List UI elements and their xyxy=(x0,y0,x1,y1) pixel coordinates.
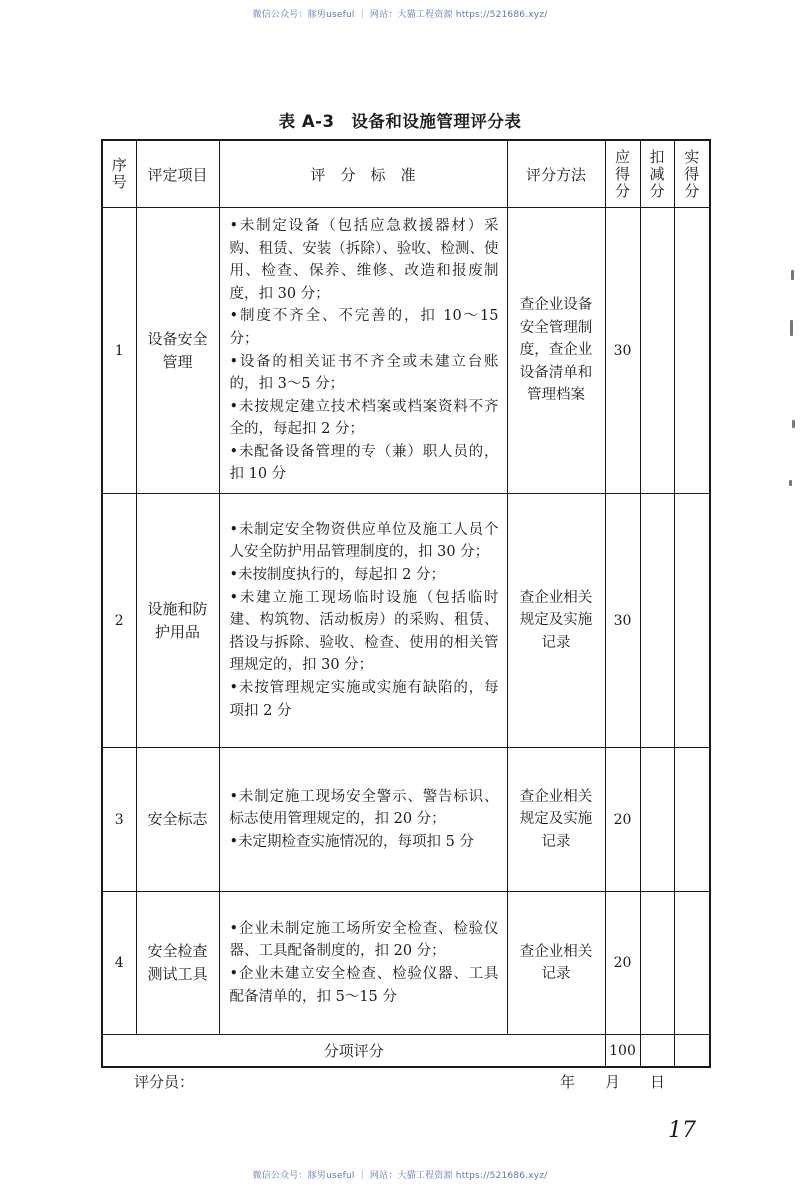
header-due-label: 应 得 分 xyxy=(614,147,630,200)
table-row xyxy=(102,748,710,892)
watermark-bottom: 微信公众号：豚男useful ｜ 网站：大猫工程资源 https://521686.xyz/ xyxy=(252,1171,548,1181)
criteria-line: •未按规定建立技术档案或档案资料不齐全的，每起扣 2 分； xyxy=(229,398,499,438)
row-deduct-score xyxy=(640,748,674,892)
row-due-score: 20 xyxy=(605,892,640,1035)
table-row xyxy=(102,494,710,748)
criteria-line: •企业未建立安全检查、检验仪器、工具配备清单的，扣 5～15 分 xyxy=(229,966,499,1005)
subtotal-row xyxy=(102,1035,710,1068)
row-criteria xyxy=(219,208,507,494)
criteria-line: •未定期检查实施情况的，每项扣 5 分 xyxy=(229,833,474,850)
criteria-line: •未制定安全物资供应单位及施工人员个人安全防护用品管理制度的，扣 30 分； xyxy=(229,521,499,561)
table-row xyxy=(102,208,710,494)
row-actual-score xyxy=(674,748,710,892)
header-method: 评分方法 xyxy=(507,140,605,208)
header-criteria: 评 分 标 准 xyxy=(219,140,507,208)
row-actual-score xyxy=(674,892,710,1035)
row-method: 查企业相关规定及实施记录 xyxy=(507,494,605,748)
header-item: 评定项目 xyxy=(136,140,219,208)
row-criteria xyxy=(219,748,507,892)
header-deduct-label: 扣 减 分 xyxy=(649,147,665,200)
row-index: 4 xyxy=(102,892,136,1035)
row-item: 安全检查测试工具 xyxy=(136,892,219,1035)
criteria-line: •未建立施工现场临时设施（包括临时建、构筑物、活动板房）的采购、租赁、搭设与拆除、验收、检查、使用的相关管理规定的，扣 30 分； xyxy=(229,589,499,674)
watermark-top: 微信公众号：豚男useful ｜ 网站：大猫工程资源 https://521686.xyz/ xyxy=(252,10,548,20)
header-due xyxy=(605,140,640,208)
header-row xyxy=(102,140,710,208)
criteria-line: •未配备设备管理的专（兼）职人员的，扣 10 分 xyxy=(229,443,499,483)
page-number: 17 xyxy=(668,1118,696,1143)
table-row xyxy=(102,892,710,1035)
row-due-score: 30 xyxy=(605,208,640,494)
row-actual-score xyxy=(674,208,710,494)
row-method: 查企业设备安全管理制度，查企业设备清单和管理档案 xyxy=(507,208,605,494)
row-item: 设施和防护用品 xyxy=(136,494,219,748)
subtotal-due-score: 100 xyxy=(605,1035,640,1068)
subtotal-deduct-score xyxy=(640,1035,674,1068)
header-index-label: 序 号 xyxy=(111,156,127,191)
row-actual-score xyxy=(674,494,710,748)
row-index: 2 xyxy=(102,494,136,748)
scan-edge-mark xyxy=(792,420,795,428)
criteria-line: •未按管理规定实施或实施有缺陷的，每项扣 2 分 xyxy=(229,679,499,719)
criteria-line: •企业未制定施工场所安全检查、检验仪器、工具配备制度的，扣 20 分； xyxy=(229,920,499,960)
scan-edge-mark xyxy=(791,270,794,280)
header-actual-label: 实 得 分 xyxy=(684,147,700,200)
scan-edge-mark xyxy=(790,320,793,336)
criteria-line: •制度不齐全、不完善的，扣 10～15 分； xyxy=(229,308,499,347)
subtotal-label: 分项评分 xyxy=(102,1035,605,1068)
subtotal-actual-score xyxy=(674,1035,710,1068)
row-due-score: 30 xyxy=(605,494,640,748)
row-criteria xyxy=(219,892,507,1035)
row-index: 1 xyxy=(102,208,136,494)
header-actual xyxy=(674,140,710,208)
row-due-score: 20 xyxy=(605,748,640,892)
row-deduct-score xyxy=(640,892,674,1035)
header-index xyxy=(102,140,136,208)
scorer-label: 评分员： xyxy=(134,1073,195,1091)
criteria-line: •未制定设备（包括应急救援器材）采购、租赁、安装（拆除）、验收、检测、使用、检查、保养、维修、改造和报废制度，扣 30 分； xyxy=(229,217,499,302)
criteria-line: •未按制度执行的，每起扣 2 分； xyxy=(229,567,445,584)
row-deduct-score xyxy=(640,208,674,494)
row-index: 3 xyxy=(102,748,136,892)
date-label: 年 月 日 xyxy=(560,1073,666,1091)
criteria-line: •未制定施工现场安全警示、警告标识、标志使用管理规定的，扣 20 分； xyxy=(229,788,499,828)
row-item: 设备安全管理 xyxy=(136,208,219,494)
row-criteria xyxy=(219,494,507,748)
row-method: 查企业相关规定及实施记录 xyxy=(507,748,605,892)
scoring-table xyxy=(101,139,711,1068)
row-item: 安全标志 xyxy=(136,748,219,892)
row-deduct-score xyxy=(640,494,674,748)
table-title: 表 A-3 设备和设施管理评分表 xyxy=(278,112,522,131)
header-deduct xyxy=(640,140,674,208)
scan-edge-mark xyxy=(789,480,792,486)
criteria-line: •设备的相关证书不齐全或未建立台账的，扣 3～5 分； xyxy=(229,353,499,393)
row-method: 查企业相关记录 xyxy=(507,892,605,1035)
